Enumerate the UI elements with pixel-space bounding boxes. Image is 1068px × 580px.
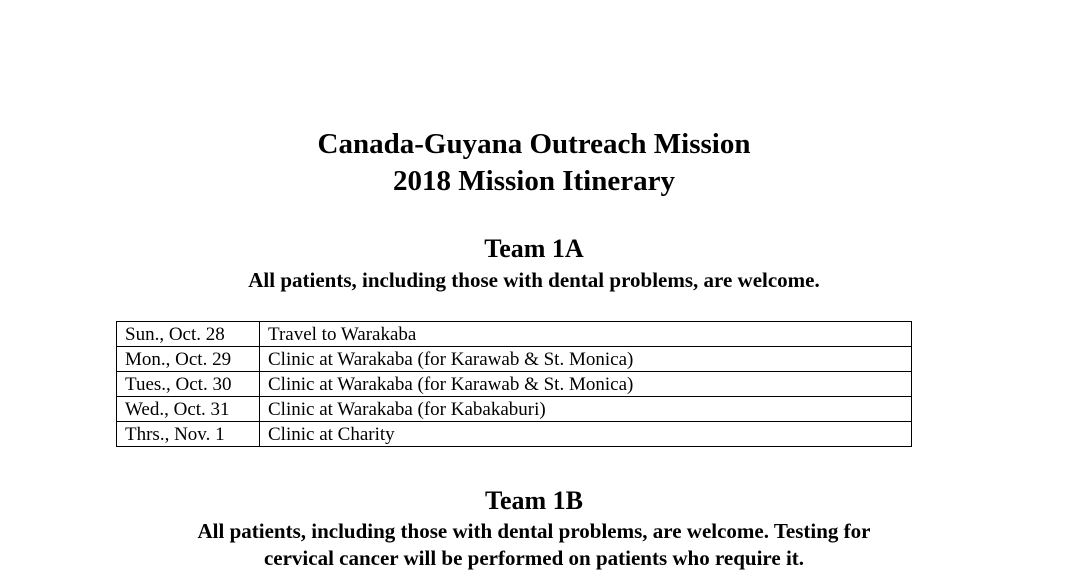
itinerary-activity-cell: Clinic at Charity bbox=[260, 422, 912, 447]
team-1b-heading: Team 1B bbox=[485, 486, 583, 515]
itinerary-activity-cell: Clinic at Warakaba (for Karawab & St. Monica) bbox=[260, 372, 912, 397]
table-row bbox=[117, 397, 912, 422]
table-row bbox=[117, 347, 912, 372]
itinerary-date-cell: Mon., Oct. 29 bbox=[117, 347, 260, 372]
team-1b-note-line-2: cervical cancer will be performed on patients who require it. bbox=[263, 546, 805, 570]
itinerary-activity-cell: Travel to Warakaba bbox=[260, 322, 912, 347]
team-1a-note: All patients, including those with dental problems, are welcome. bbox=[248, 268, 820, 292]
document-title-line-2: 2018 Mission Itinerary bbox=[393, 165, 675, 197]
itinerary-date-cell: Wed., Oct. 31 bbox=[117, 397, 260, 422]
itinerary-date-cell: Tues., Oct. 30 bbox=[117, 372, 260, 397]
team-1a-itinerary-table bbox=[116, 321, 912, 447]
document-title-line-1: Canada-Guyana Outreach Mission bbox=[317, 128, 751, 160]
itinerary-date-cell: Sun., Oct. 28 bbox=[117, 322, 260, 347]
team-1a-heading: Team 1A bbox=[484, 234, 584, 263]
itinerary-date-cell: Thrs., Nov. 1 bbox=[117, 422, 260, 447]
itinerary-activity-cell: Clinic at Warakaba (for Karawab & St. Monica) bbox=[260, 347, 912, 372]
document-title bbox=[0, 126, 1068, 200]
table-row bbox=[117, 422, 912, 447]
table-row bbox=[117, 322, 912, 347]
team-1b-note-line-1: All patients, including those with dental problems, are welcome. Testing for bbox=[197, 519, 871, 543]
table-row bbox=[117, 372, 912, 397]
team-1b-note bbox=[0, 518, 1068, 572]
itinerary-activity-cell: Clinic at Warakaba (for Kabakaburi) bbox=[260, 397, 912, 422]
